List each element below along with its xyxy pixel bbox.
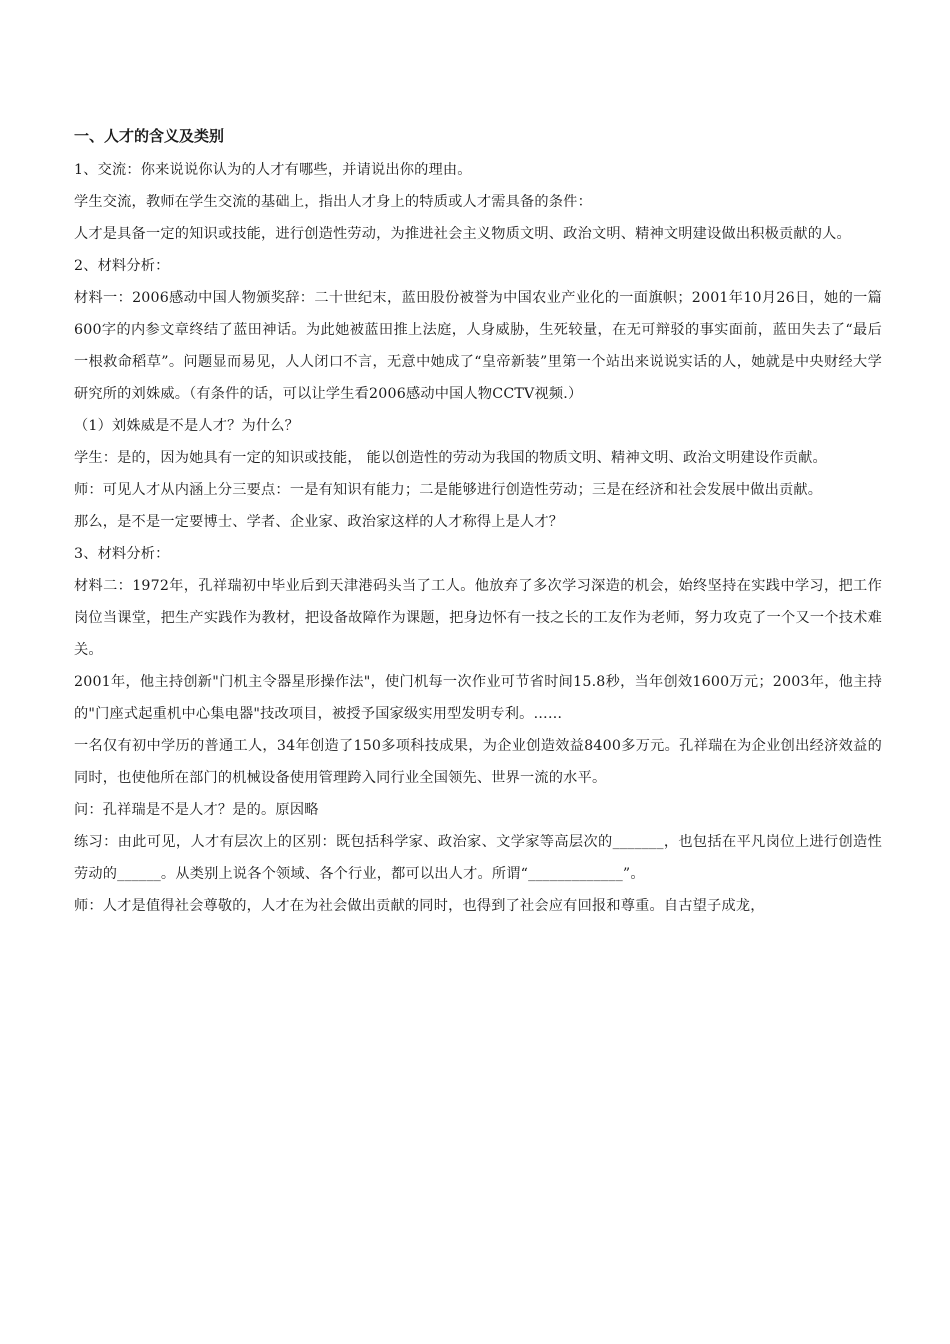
paragraph-follow-up-question: 那么，是不是一定要博士、学者、企业家、政治家这样的人才称得上是人才？ bbox=[74, 514, 564, 530]
paragraph-achievements: 一名仅有初中学历的普通工人，34年创造了150多项科技成果，为企业创造效益8400多万元。孔祥瑞在为企业创出经济效益的同时，也使他所在部门的机械设备使用管理跨入同行业全国领先、世界一流的水平。 bbox=[74, 738, 882, 786]
paragraph-teacher-summary: 师：可见人才从内涵上分三要点：一是有知识有能力；二是能够进行创造性劳动；三是在经济和社会发展中做出贡献。 bbox=[74, 482, 823, 498]
paragraph-question-kong: 问：孔祥瑞是不是人才？是的。原因略 bbox=[74, 802, 319, 818]
section-heading: 一、人才的含义及类别 bbox=[74, 127, 225, 145]
paragraph-question-1: （1）刘姝威是不是人才？为什么？ bbox=[74, 418, 300, 434]
paragraph-exchange-prompt: 1、交流：你来说说你认为的人才有哪些，并请说出你的理由。 bbox=[74, 162, 472, 178]
paragraph-material-analysis-3: 3、材料分析： bbox=[74, 546, 170, 562]
paragraph-talent-definition: 人才是具备一定的知识或技能，进行创造性劳动，为推进社会主义物质文明、政治文明、精神文明建设做出积极贡献的人。 bbox=[74, 226, 851, 242]
document-body bbox=[74, 126, 882, 922]
paragraph-student-exchange: 学生交流，教师在学生交流的基础上，指出人才身上的特质或人才需具备的条件： bbox=[74, 194, 592, 210]
paragraph-material-two: 材料二：1972年，孔祥瑞初中毕业后到天津港码头当了工人。他放弃了多次学习深造的机会，始终坚持在实践中学习，把工作岗位当课堂，把生产实践作为教材，把设备故障作为课题，把身边怀有一技之长的工友作为老师，努力攻克了一个又一个技术难关。 bbox=[74, 578, 882, 658]
paragraph-student-answer: 学生：是的，因为她具有一定的知识或技能， 能以创造性的劳动为我国的物质文明、精神文明、政治文明建设作贡献。 bbox=[74, 450, 827, 466]
paragraph-innovation-details: 2001年，他主持创新"门机主令器星形操作法"，使门机每一次作业可节省时间15.8秒，当年创效1600万元；2003年，他主持的"门座式起重机中心集电器"技改项目，被授予国家级实用型发明专利。…… bbox=[74, 674, 882, 722]
paragraph-exercise: 练习：由此可见，人才有层次上的区别：既包括科学家、政治家、文学家等高层次的_______，也包括在平凡岗位上进行创造性劳动的______。从类别上说各个领域、各个行业，都可以出人才。所谓“_____________”。 bbox=[74, 834, 882, 882]
paragraph-material-one: 材料一：2006感动中国人物颁奖辞：二十世纪末，蓝田股份被誉为中国农业产业化的一面旗帜；2001年10月26日，她的一篇600字的内参文章终结了蓝田神话。为此她被蓝田推上法庭，人身威胁，生死较量，在无可辩驳的事实面前，蓝田失去了“最后一根救命稻草”。问题显而易见，人人闭口不言，无意中她成了“皇帝新装”里第一个站出来说说实话的人，她就是中央财经大学研究所的刘姝威。（有条件的话，可以让学生看2006感动中国人物CCTV视频.） bbox=[74, 290, 882, 402]
paragraph-material-analysis-2: 2、材料分析： bbox=[74, 258, 170, 274]
paragraph-teacher-closing: 师：人才是值得社会尊敬的，人才在为社会做出贡献的同时，也得到了社会应有回报和尊重。自古望子成龙， bbox=[74, 898, 765, 914]
